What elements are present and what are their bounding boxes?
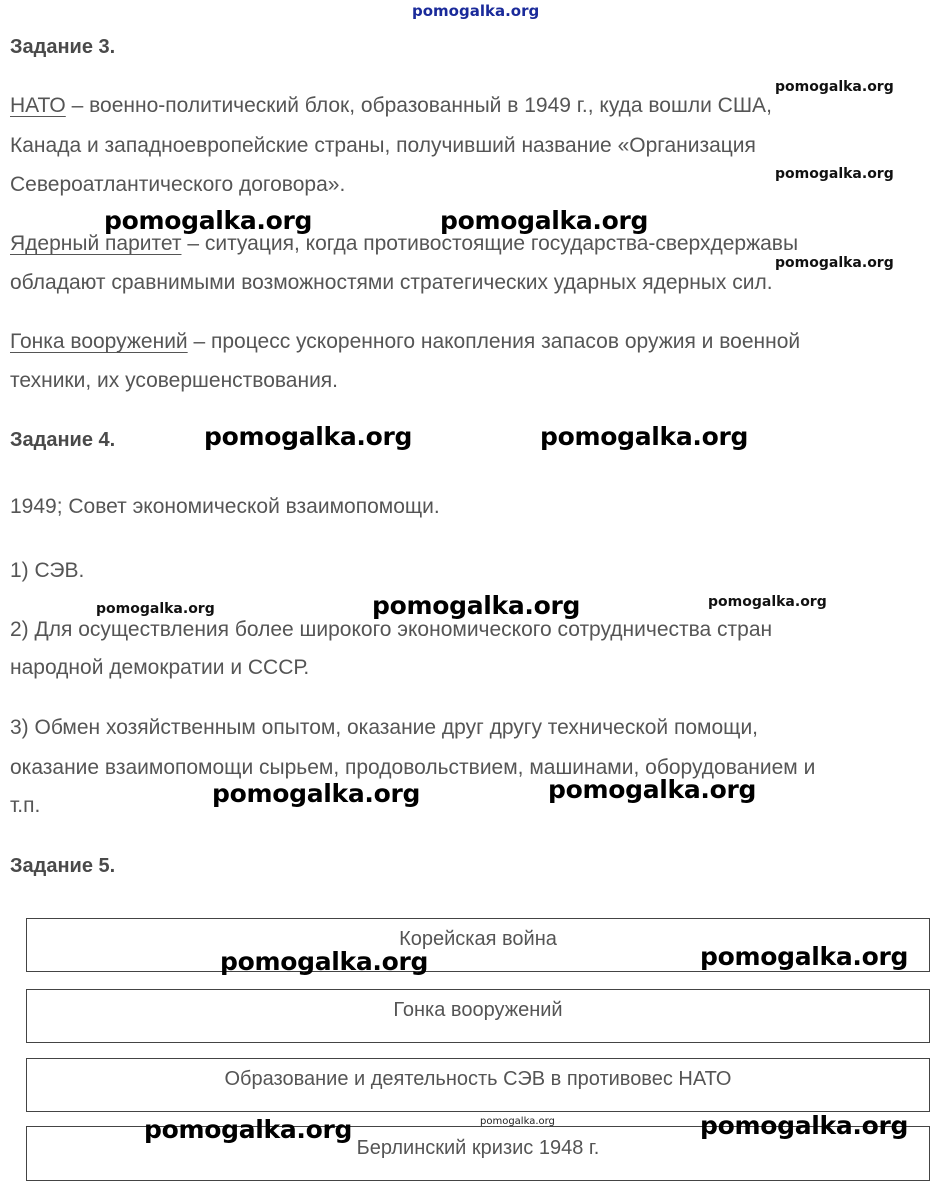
race-definition-line-2: техники, их усовершенствования.: [10, 369, 339, 392]
event-box-comecon: [26, 1058, 930, 1112]
task4-item-2-line-1: 2) Для осуществления более широкого экономического сотрудничества стран: [10, 618, 773, 641]
event-box-label: Берлинский кризис 1948 г.: [356, 1137, 600, 1159]
event-box-arms-race: [26, 989, 930, 1043]
watermark: pomogalka.org: [144, 1115, 353, 1144]
watermark: pomogalka.org: [700, 942, 909, 971]
race-definition-text: – процесс ускоренного накопления запасов оружия и военной: [187, 330, 801, 353]
watermark: pomogalka.org: [220, 947, 429, 976]
nato-definition-text: – военно-политический блок, образованный в 1949 г., куда вошли США,: [65, 94, 772, 117]
watermark: pomogalka.org: [96, 601, 215, 617]
watermark: pomogalka.org: [204, 422, 413, 451]
task4-item-3-line-3: т.п.: [10, 794, 41, 817]
parity-term: Ядерный паритет: [10, 232, 182, 255]
watermark: pomogalka.org: [700, 1111, 909, 1140]
watermark: pomogalka.org: [775, 79, 894, 95]
task4-item-1: 1) СЭВ.: [10, 559, 85, 582]
event-box-label: Корейская война: [399, 928, 557, 950]
watermark: pomogalka.org: [540, 422, 749, 451]
parity-definition-line-1: [10, 232, 798, 256]
watermark: pomogalka.org: [480, 1116, 555, 1127]
race-term: Гонка вооружений: [10, 330, 188, 353]
nato-definition-line-3: Североатлантического договора».: [10, 173, 346, 196]
parity-definition-text: – ситуация, когда противостоящие государства-сверхдержавы: [181, 232, 799, 255]
event-box-label: Образование и деятельность СЭВ в противовес НАТО: [224, 1068, 732, 1090]
watermark: pomogalka.org: [212, 779, 421, 808]
task4-intro: 1949; Совет экономической взаимопомощи.: [10, 495, 440, 518]
nato-term: НАТО: [10, 94, 66, 117]
watermark: pomogalka.org: [548, 775, 757, 804]
event-box-label: Гонка вооружений: [393, 999, 563, 1021]
nato-definition-line-1: [10, 94, 772, 118]
watermark: pomogalka.org: [775, 166, 894, 182]
task4-heading: Задание 4.: [10, 429, 116, 451]
watermark: pomogalka.org: [775, 255, 894, 271]
task3-heading: Задание 3.: [10, 36, 116, 58]
watermark-top: pomogalka.org: [412, 2, 540, 20]
parity-definition-line-2: обладают сравнимыми возможностями стратегических ударных ядерных сил.: [10, 271, 773, 294]
watermark: pomogalka.org: [372, 591, 581, 620]
task4-item-2-line-2: народной демократии и СССР.: [10, 656, 310, 679]
task4-item-3-line-2: оказание взаимопомощи сырьем, продовольствием, машинами, оборудованием и: [10, 756, 816, 779]
task5-heading: Задание 5.: [10, 855, 116, 877]
nato-definition-line-2: Канада и западноевропейские страны, получивший название «Организация: [10, 134, 756, 157]
watermark: pomogalka.org: [104, 206, 313, 235]
task4-item-3-line-1: 3) Обмен хозяйственным опытом, оказание друг другу технической помощи,: [10, 716, 759, 739]
watermark: pomogalka.org: [440, 206, 649, 235]
watermark: pomogalka.org: [708, 594, 827, 610]
race-definition-line-1: [10, 330, 800, 354]
